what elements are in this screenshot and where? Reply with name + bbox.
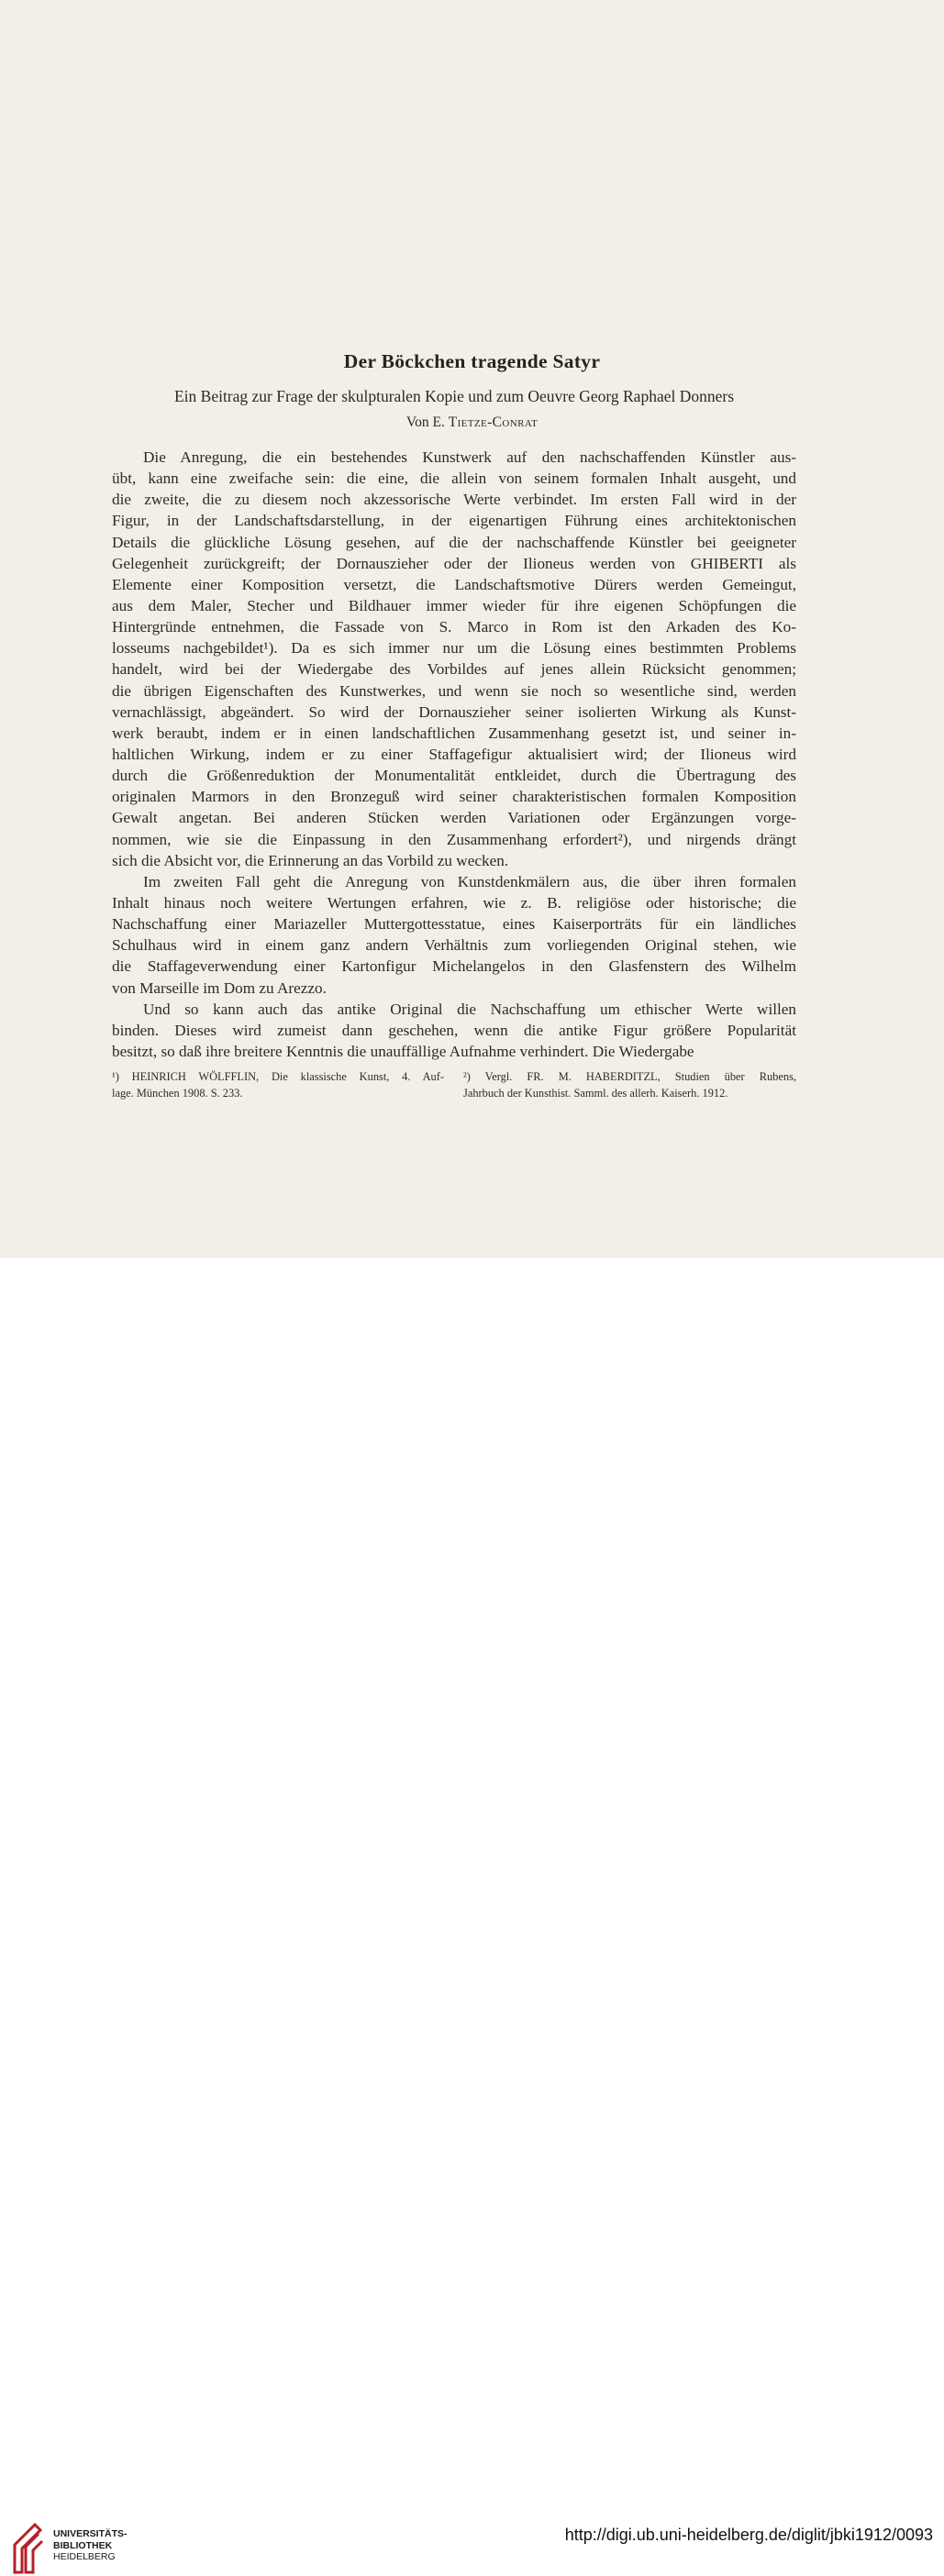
body-line: sich die Absicht vor, die Erinnerung an das Vorbild zu wecken. bbox=[112, 851, 509, 869]
article-subtitle: Ein Beitrag zur Frage der skulpturalen Kopie und zum Oeuvre Georg Raphael Donners bbox=[173, 387, 735, 405]
body-line: Im zweiten Fall geht die Anregung von Kunstdenkmälern aus, die über ihren formalen bbox=[143, 872, 796, 890]
library-line-3: HEIDELBERG bbox=[53, 2551, 116, 2562]
body-line: durch die Größenreduktion der Monumentalität entkleidet, durch die Übertragung des bbox=[112, 767, 796, 785]
body-line: losseums nachgebildet¹). Da es sich immer nur um die Lösung eines bestimmten Problems bbox=[112, 639, 796, 658]
body-line: nommen, wie sie die Einpassung in den Zusammenhang erfordert²), und nirgends drängt bbox=[112, 830, 796, 848]
ub-heidelberg-logo-icon bbox=[9, 2521, 46, 2576]
body-line: besitzt, so daß ihre breitere Kenntnis die unauffällige Aufnahme verhindert. Die Wiedergabe bbox=[112, 1042, 694, 1060]
body-line: originalen Marmors in den Bronzeguß wird seiner charakteristischen formalen Komposition bbox=[112, 788, 796, 806]
footnote-2-line-2: Jahrbuch der Kunsthist. Samml. des allerh. Kaiserh. 1912. bbox=[463, 1087, 728, 1100]
body-line: Hintergründe entnehmen, die Fassade von S. Marco in Rom ist den Arkaden des Ko- bbox=[112, 618, 796, 636]
footnote-1-line-1: ¹) HEINRICH WÖLFFLIN, Die klassische Kunst, 4. Auf- bbox=[112, 1070, 444, 1083]
body-line: Elemente einer Komposition versetzt, die Landschaftsmotive Dürers werden Gemeingut, bbox=[112, 575, 796, 593]
article-title: Der Böckchen tragende Satyr bbox=[343, 350, 601, 372]
body-line: handelt, wird bei der Wiedergabe des Vorbildes auf jenes allein Rücksicht genommen; bbox=[112, 660, 796, 679]
body-line: werk beraubt, indem er in einen landschaftlichen Zusammenhang gesetzt ist, und seiner in- bbox=[112, 724, 796, 742]
body-line: Details die glückliche Lösung gesehen, auf die der nachschaffende Künstler bei geeigneter bbox=[112, 533, 796, 551]
footnote-1-line-2: lage. München 1908. S. 233. bbox=[112, 1087, 243, 1100]
body-text bbox=[112, 447, 796, 1062]
body-line: die übrigen Eigenschaften des Kunstwerkes, und wenn sie noch so wesentliche sind, werden bbox=[112, 681, 796, 700]
footnote-2-line-1: ²) Vergl. FR. M. HABERDITZL, Studien über Rubens, bbox=[463, 1070, 796, 1083]
body-line: Gewalt angetan. Bei anderen Stücken werden Variationen oder Ergänzungen vorge- bbox=[112, 809, 796, 827]
article-author bbox=[0, 415, 944, 431]
scanned-page bbox=[0, 0, 944, 1258]
body-line: von Marseille im Dom zu Arezzo. bbox=[112, 978, 327, 997]
body-line: Und so kann auch das antike Original die Nachschaffung um ethischer Werte willen bbox=[143, 1000, 796, 1018]
author-name: Tietze-Conrat bbox=[448, 415, 539, 430]
body-line: die Staffageverwendung einer Kartonfigur Michelangelos in den Glasfenstern des Wilhelm bbox=[112, 957, 796, 976]
library-line-1: UNIVERSITÄTS- bbox=[53, 2528, 128, 2539]
body-line: Nachschaffung einer Mariazeller Muttergottesstatue, eines Kaiserporträts für ein ländliches bbox=[112, 915, 796, 934]
body-line: übt, kann eine zweifache sein: die eine, die allein von seinem formalen Inhalt ausgeht, und bbox=[112, 470, 796, 488]
library-line-2: BIBLIOTHEK bbox=[53, 2539, 113, 2551]
body-line: vernachlässigt, abgeändert. So wird der Dornauszieher seiner isolierten Wirkung als Kunst- bbox=[112, 702, 796, 721]
footer-bar bbox=[0, 1258, 944, 2562]
author-prefix: Von E. bbox=[405, 415, 445, 430]
body-line: haltlichen Wirkung, indem er zu einer Staffagefigur aktualisiert wird; der Ilioneus wird bbox=[112, 745, 796, 763]
footnote-1 bbox=[112, 1068, 444, 1101]
body-line: aus dem Maler, Stecher und Bildhauer immer wieder für ihre eigenen Schöpfungen die bbox=[112, 596, 796, 614]
body-line: Die Anregung, die ein bestehendes Kunstwerk auf den nachschaffenden Künstler aus- bbox=[143, 448, 796, 466]
body-line: Schulhaus wird in einem ganz andern Verhältnis zum vorliegenden Original stehen, wie bbox=[112, 936, 796, 955]
body-line: binden. Dieses wird zumeist dann geschehen, wenn die antike Figur größere Popularität bbox=[112, 1021, 796, 1039]
body-line: die zweite, die zu diesem noch akzessorische Werte verbindet. Im ersten Fall wird in der bbox=[112, 491, 796, 509]
body-line: Inhalt hinaus noch weitere Wertungen erfahren, wie z. B. religiöse oder historische; die bbox=[112, 893, 796, 912]
source-url[interactable]: http://digi.ub.uni-heidelberg.de/diglit/jbki1912/0093 bbox=[564, 2526, 933, 2544]
body-line: Gelegenheit zurückgreift; der Dornauszieher oder der Ilioneus werden von GHIBERTI als bbox=[112, 554, 796, 572]
library-name bbox=[53, 2528, 128, 2563]
body-line: Figur, in der Landschaftsdarstellung, in der eigenartigen Führung eines architektonischen bbox=[112, 512, 796, 530]
footnote-2 bbox=[463, 1068, 796, 1101]
